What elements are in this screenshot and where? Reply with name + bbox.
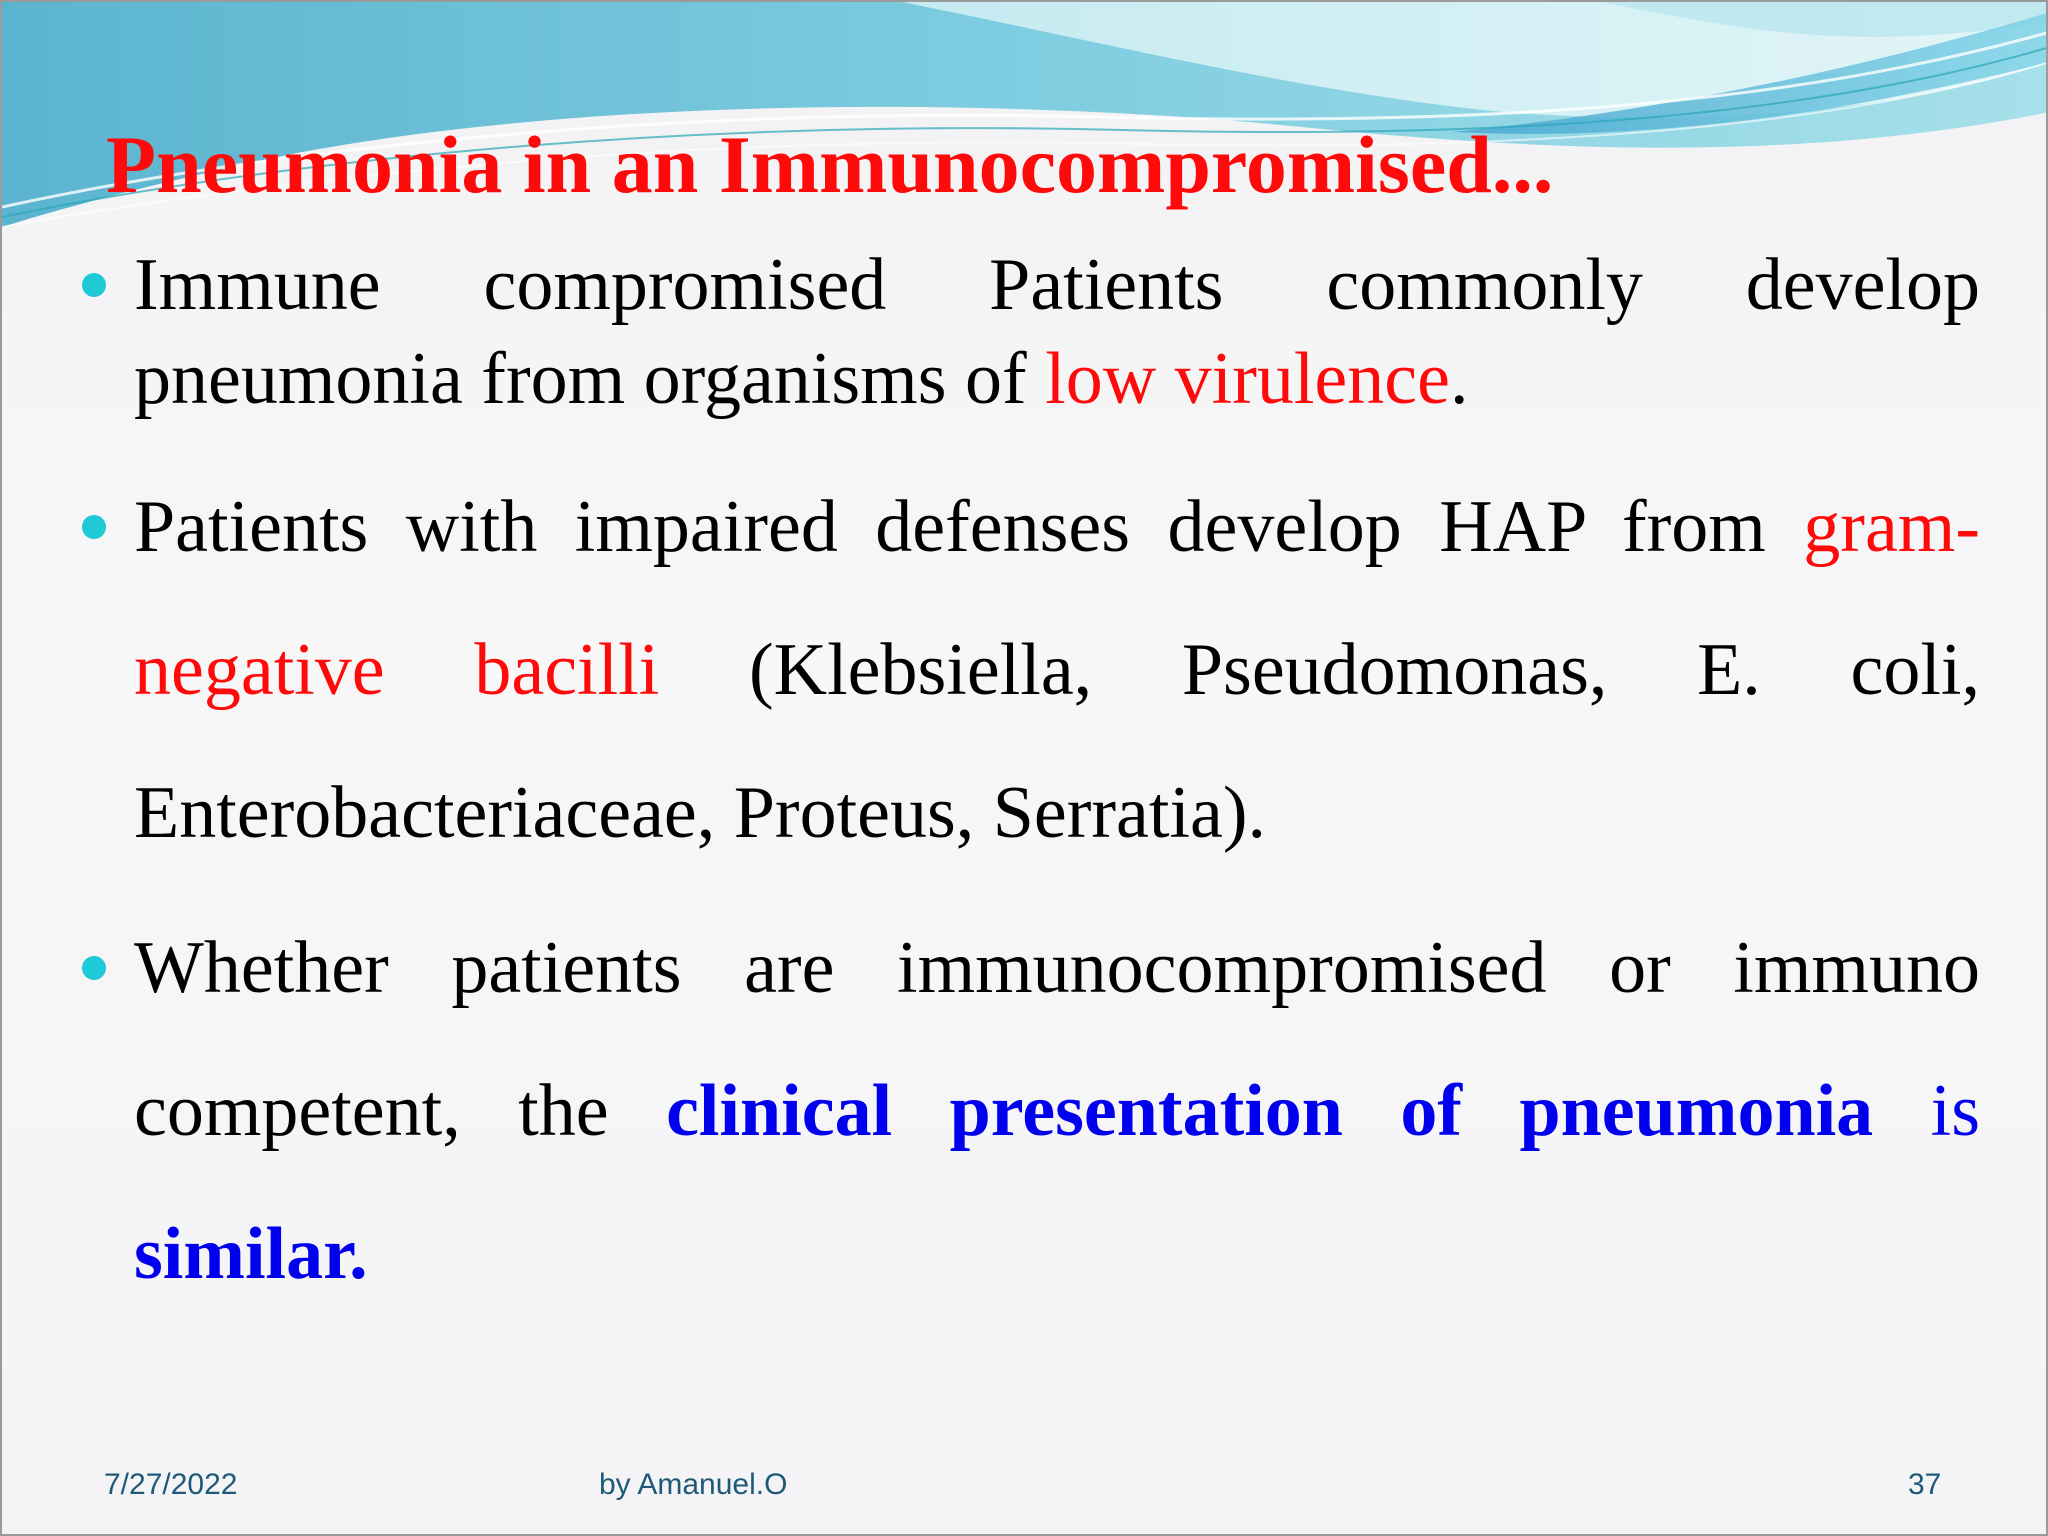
bullet-text: . (1449, 338, 1469, 420)
bullet-text: Patients with impaired defenses develop HAP from (134, 486, 1804, 568)
bullet-text: (Klebsiella, Pseudomonas, E. coli, Enterobacteriaceae, Proteus, Serratia). (134, 629, 1980, 854)
footer-author: by Amanuel.O (599, 1468, 788, 1501)
bullet-text: Whether patients are immunocompromised or immuno competent, the (134, 927, 1980, 1152)
bullet-list (74, 238, 1980, 1326)
highlight-text: clinical presentation of pneumonia (666, 1070, 1874, 1152)
highlight-text: gram-negative bacilli (134, 486, 1980, 711)
footer-date: 7/27/2022 (104, 1468, 238, 1501)
highlight-text: similar. (134, 1213, 368, 1295)
slide-title: Pneumonia in an Immunocompromised... (106, 119, 1554, 210)
bullet-item (74, 456, 1980, 885)
bullet-item (74, 897, 1980, 1326)
bullet-text: Immune compromised Patients commonly develop pneumonia from organisms of (134, 244, 1980, 420)
bullet-dot-icon (82, 515, 106, 539)
footer-page-number: 37 (1908, 1468, 1942, 1501)
highlight-text: low virulence (1045, 338, 1450, 420)
bullet-dot-icon (82, 956, 106, 980)
highlight-text: is (1873, 1070, 1980, 1152)
bullet-dot-icon (82, 273, 106, 297)
bullet-item (74, 238, 1980, 426)
